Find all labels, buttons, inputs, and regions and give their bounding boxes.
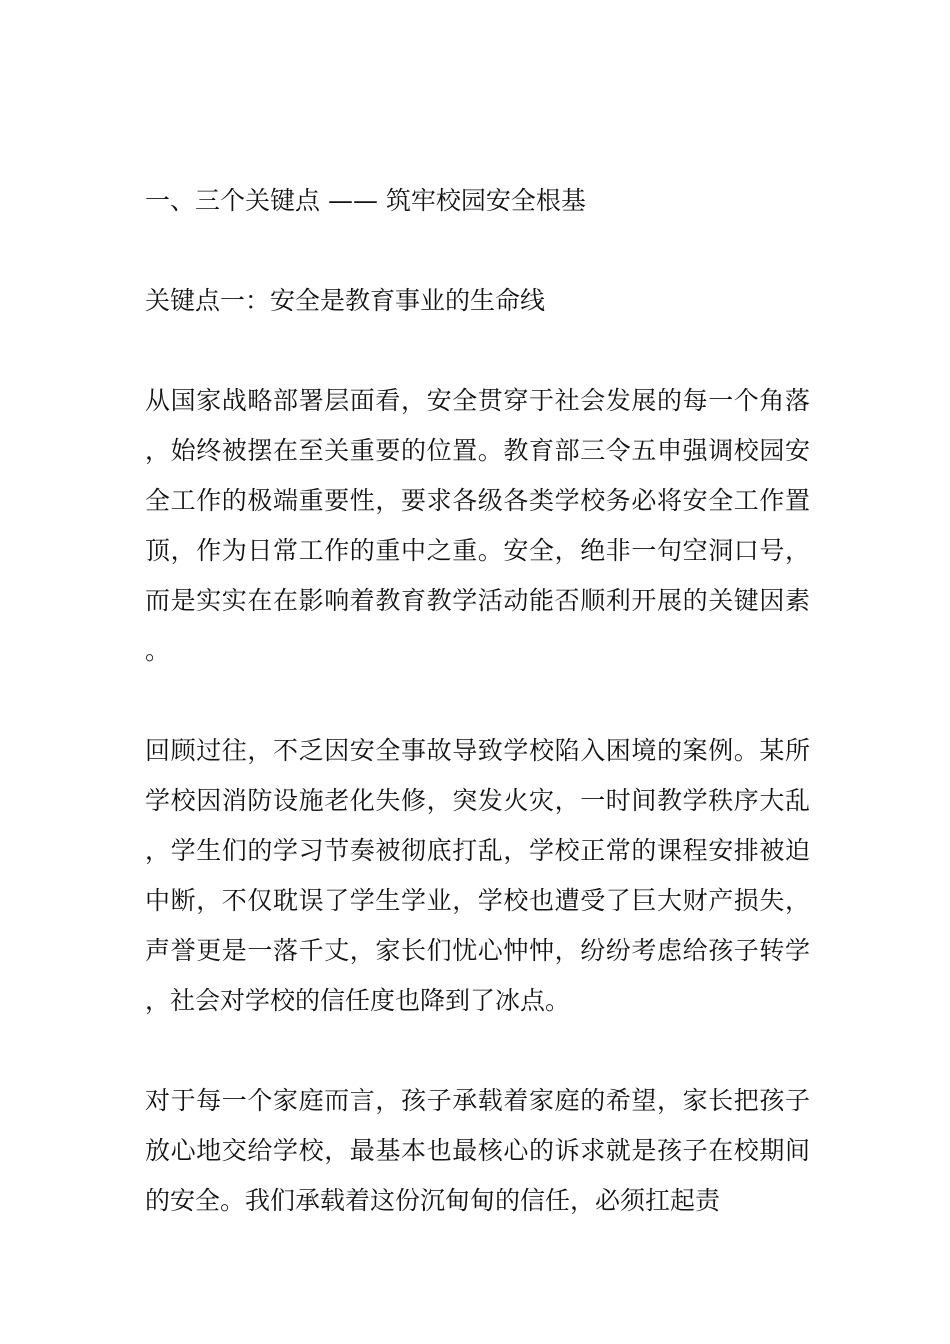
subsection-title: 关键点一：安全是教育事业的生命线 [145, 286, 546, 315]
paragraph-past-cases: 回顾过往，不乏因安全事故导致学校陷入困境的案例。某所学校因消防设施老化失修，突发火灾，一时间教学秩序大乱，学生们的学习节奏被彻底打乱，学校正常的课程安排被迫中断，不仅耽误了学生学业，学校也遭受了巨大财产损失，声誉更是一落千丈，家长们忧心忡忡，纷纷考虑给孩子转学，社会对学校的信任度也降到了冰点。 [145, 736, 810, 1015]
paragraph-family-trust: 对于每一个家庭而言，孩子承载着家庭的希望，家长把孩子放心地交给学校，最基本也最核心的诉求就是孩子在校期间的安全。我们承载着这份沉甸甸的信任，必须扛起责 [145, 1086, 810, 1215]
paragraph-national-strategy: 从国家战略部署层面看，安全贯穿于社会发展的每一个角落，始终被摆在至关重要的位置。教育部三令五申强调校园安全工作的极端重要性，要求各级各类学校务必将安全工作置顶，作为日常工作的重中之重。安全，绝非一句空洞口号，而是实实在在影响着教育教学活动能否顺利开展的关键因素。 [145, 386, 810, 665]
document-body [145, 176, 810, 1276]
section-title: 一、三个关键点 —— 筑牢校园安全根基 [145, 186, 586, 215]
